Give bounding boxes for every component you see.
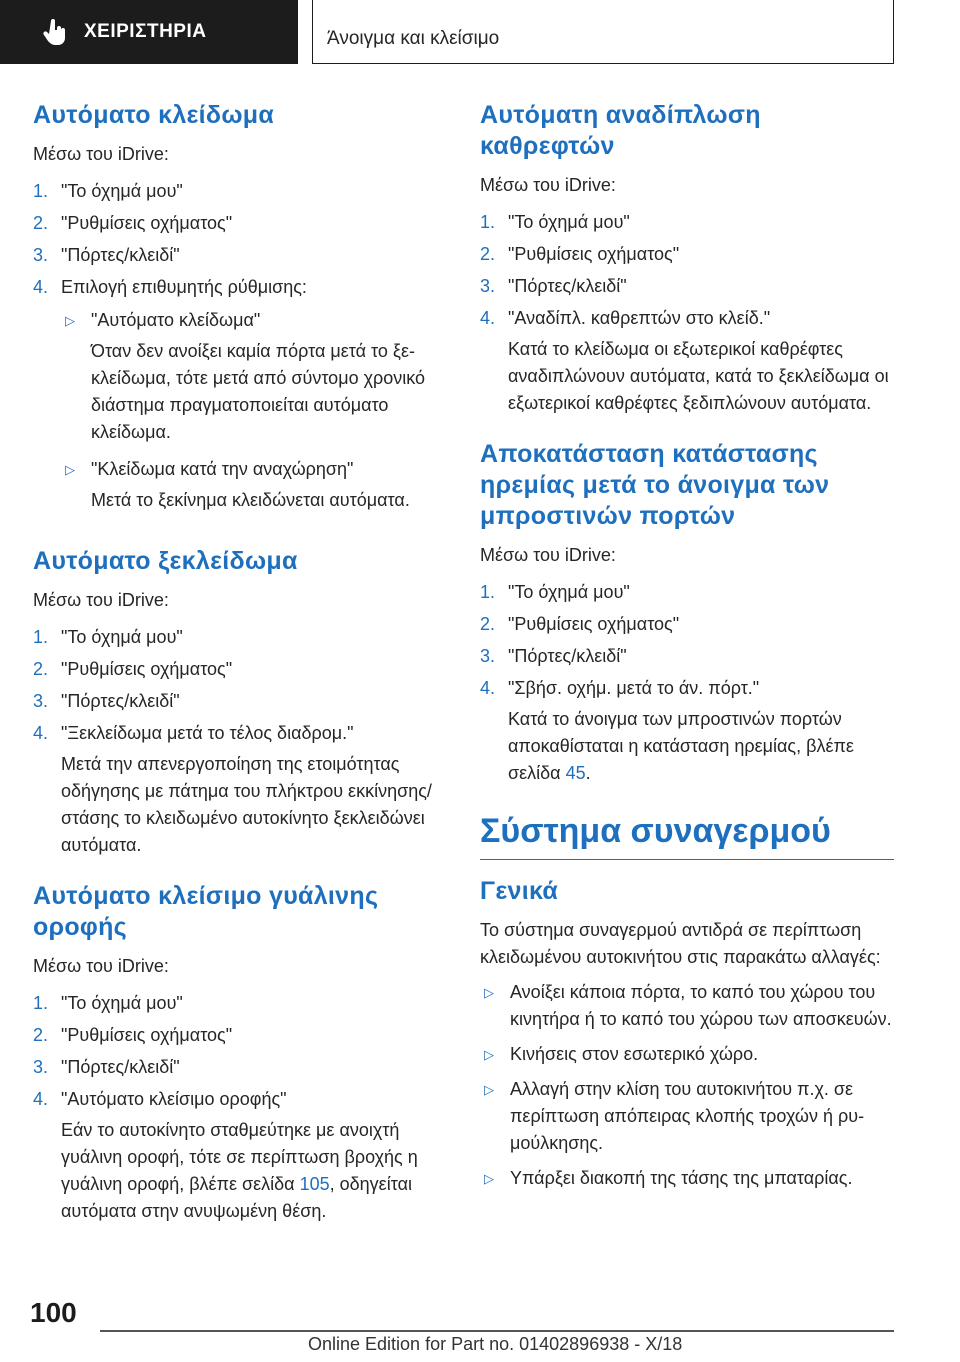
step-number: 1. [33,627,49,647]
list-item [480,979,894,1033]
step-number: 3. [33,245,49,265]
step-text: "Πόρτες/κλειδί" [61,691,180,711]
step-item [33,720,447,859]
step-note: Κατά το κλείδωμα οι εξωτερικοί καθρέφτες αναδιπλώνουν αυτόματα, κατά το ξεκλείδωμα οι εξωτερικοί καθρέφτες ξεδιπλώνουν αυτόματα. [508,339,889,413]
step-note [61,1117,447,1225]
step-text: "Ρυθμίσεις οχήματος" [508,614,680,634]
general-heading: Γενικά [480,877,559,905]
via-idrive: Μέσω του iDrive: [33,956,169,976]
page-link[interactable]: 105 [299,1174,330,1194]
step-number: 4. [480,678,496,698]
via-idrive: Μέσω του iDrive: [480,545,616,565]
list-item-text: Υπάρξει διακοπή της τάσης της μπαταρίας. [510,1168,853,1188]
step-number: 3. [33,1057,49,1077]
auto-unlock-section [33,546,447,859]
auto-lock-heading: Αυτόματο κλείδωμα [33,101,275,129]
step-item [480,675,894,787]
via-idrive: Μέσω του iDrive: [480,175,616,195]
step-item [480,241,894,268]
step-item [480,209,894,236]
note-text: Εάν το αυτοκίνητο σταθμεύτηκε με ανοιχτή γυάλινη οροφή, τότε σε περίπτωση βροχής η γυάλινη οροφή, βλέπε σελίδα [61,1120,418,1194]
step-text: "Πόρτες/κλειδί" [508,276,627,296]
auto-roof-section [33,881,447,1225]
step-number: 2. [480,244,496,264]
step-item [33,1086,447,1225]
section-header-tab [0,0,298,64]
step-number: 2. [33,1025,49,1045]
step-number: 2. [33,659,49,679]
step-note [508,706,894,787]
list-item [480,1076,894,1157]
via-idrive: Μέσω του iDrive: [33,590,169,610]
via-idrive: Μέσω του iDrive: [33,144,169,164]
step-item [33,990,447,1017]
auto-unlock-heading: Αυτόματο ξεκλείδωμα [33,547,298,575]
step-text: Επιλογή επιθυμητής ρύθμισης: [61,277,307,297]
step-list [33,624,447,859]
step-item [480,611,894,638]
list-item [480,1041,894,1068]
step-text: "Το όχημά μου" [61,993,183,1013]
chapter-header [312,0,894,64]
step-text: "Πόρτες/κλειδί" [61,1057,180,1077]
step-item [33,242,447,269]
step-list [33,990,447,1225]
step-item [480,273,894,300]
left-column [33,100,447,1247]
step-number: 1. [33,181,49,201]
option-item [61,456,447,514]
step-text: "Το όχημά μου" [508,582,630,602]
step-list [33,178,447,524]
step-item [33,656,447,683]
step-number: 4. [480,308,496,328]
note-text: Κατά το άνοιγμα των μπροστινών πορτών αποκαθίσταται η κατάσταση ηρεμίας, βλέπε σελίδα [508,709,854,783]
step-number: 2. [480,614,496,634]
step-text: "Ρυθμίσεις οχήματος" [61,1025,233,1045]
step-list [480,579,894,787]
right-column [480,100,894,1214]
step-text: "Σβήσ. οχήμ. μετά το άν. πόρτ." [508,678,760,698]
step-note: Μετά την απενεργοποίηση της ετοιμότητας οδήγησης με πάτημα του πλήκτρου εκκίνησης/στάσης το κλειδωμένο αυτοκίνητο ξεκλειδώνει αυτόματα. [61,754,432,855]
step-number: 1. [33,993,49,1013]
alarm-trigger-list [480,979,894,1192]
option-list [61,307,447,514]
option-description: Όταν δεν ανοίξει καμία πόρτα μετά το ξεκλείδωμα, τότε μετά από σύντομο χρονικό διάστημα πραγματοποιείται αυτόματο κλείδωμα. [91,341,426,442]
mirror-fold-section [480,100,894,417]
step-text: "Το όχημά μου" [61,181,183,201]
footer-divider [100,1330,894,1332]
note-text: , οδηγείται αυτόματα στην ανυψωμένη θέση. [61,1174,412,1221]
step-text: "Ρυθμίσεις οχήματος" [61,659,233,679]
step-item [33,624,447,651]
step-number: 4. [33,1089,49,1109]
edition-note: Online Edition for Part no. 01402896938 - X/18 [308,1334,683,1354]
step-item [33,1054,447,1081]
list-item [480,1165,894,1192]
step-number: 1. [480,212,496,232]
step-list [480,209,894,417]
auto-lock-section [33,100,447,524]
list-item-text: Κινήσεις στον εσωτερικό χώρο. [510,1044,759,1064]
step-text: "Πόρτες/κλειδί" [61,245,180,265]
step-text: "Ρυθμίσεις οχήματος" [508,244,680,264]
step-text: "Αναδίπλ. καθρεπτών στο κλείδ." [508,308,771,328]
step-number: 4. [33,277,49,297]
alarm-intro: Το σύστημα συναγερμού αντιδρά σε περίπτωση κλειδωμένου αυτοκινήτου στις παρακάτω αλλαγές: [480,920,881,967]
step-item [33,274,447,524]
step-item [33,178,447,205]
step-item [33,1022,447,1049]
alarm-section [480,809,894,1192]
page-number: 100 [30,1297,77,1328]
step-number: 4. [33,723,49,743]
idle-restore-heading: Αποκατάσταση κατάστασης ηρεμίας μετά το άνοιγμα των μπροστινών πορτών [480,440,830,530]
triangle-bullet-icon: ▷ [484,1082,494,1097]
triangle-bullet-icon: ▷ [65,313,75,328]
section-label: ΧΕΙΡΙΣΤΗΡΙΑ [84,21,207,42]
alarm-chapter-heading: Σύστημα συναγερμού [480,809,894,860]
step-text: "Αυτόματο κλείσιμο οροφής" [61,1089,287,1109]
step-text: "Το όχημά μου" [61,627,183,647]
list-item-text: Αλλαγή στην κλίση του αυτοκινήτου π.χ. σε περίπτωση απόπειρας κλοπής τροχών ή ρυμούλκησης. [510,1079,865,1153]
step-number: 3. [480,646,496,666]
step-number: 3. [33,691,49,711]
step-item [480,305,894,417]
step-number: 1. [480,582,496,602]
step-text: "Ξεκλείδωμα μετά το τέλος διαδρομ." [61,723,354,743]
chapter-title: Άνοιγμα και κλείσιμο [327,28,500,49]
idle-restore-section [480,439,894,787]
step-number: 2. [33,213,49,233]
step-item [33,688,447,715]
note-text: . [585,763,591,783]
option-label: "Αυτόματο κλείδωμα" [91,310,261,330]
hand-pointer-icon [42,18,68,46]
mirror-fold-heading: Αυτόματη αναδίπλωση καθρεφτών [480,101,761,160]
auto-roof-heading: Αυτόματο κλείσιμο γυάλινης οροφής [33,882,379,941]
step-number: 3. [480,276,496,296]
triangle-bullet-icon: ▷ [484,1047,494,1062]
option-description: Μετά το ξεκίνημα κλειδώνεται αυτόματα. [91,490,410,510]
option-label: "Κλείδωμα κατά την αναχώρηση" [91,459,354,479]
list-item-text: Ανοίξει κάποια πόρτα, το καπό του χώρου του κινητήρα ή το καπό του χώρου των αποσκευών. [510,982,892,1029]
step-text: "Ρυθμίσεις οχήματος" [61,213,233,233]
step-item [33,210,447,237]
triangle-bullet-icon: ▷ [65,462,75,477]
step-item [480,643,894,670]
triangle-bullet-icon: ▷ [484,1171,494,1186]
step-text: "Το όχημά μου" [508,212,630,232]
page-link[interactable]: 45 [565,763,586,783]
step-text: "Πόρτες/κλειδί" [508,646,627,666]
triangle-bullet-icon: ▷ [484,985,494,1000]
option-item [61,307,447,446]
step-item [480,579,894,606]
